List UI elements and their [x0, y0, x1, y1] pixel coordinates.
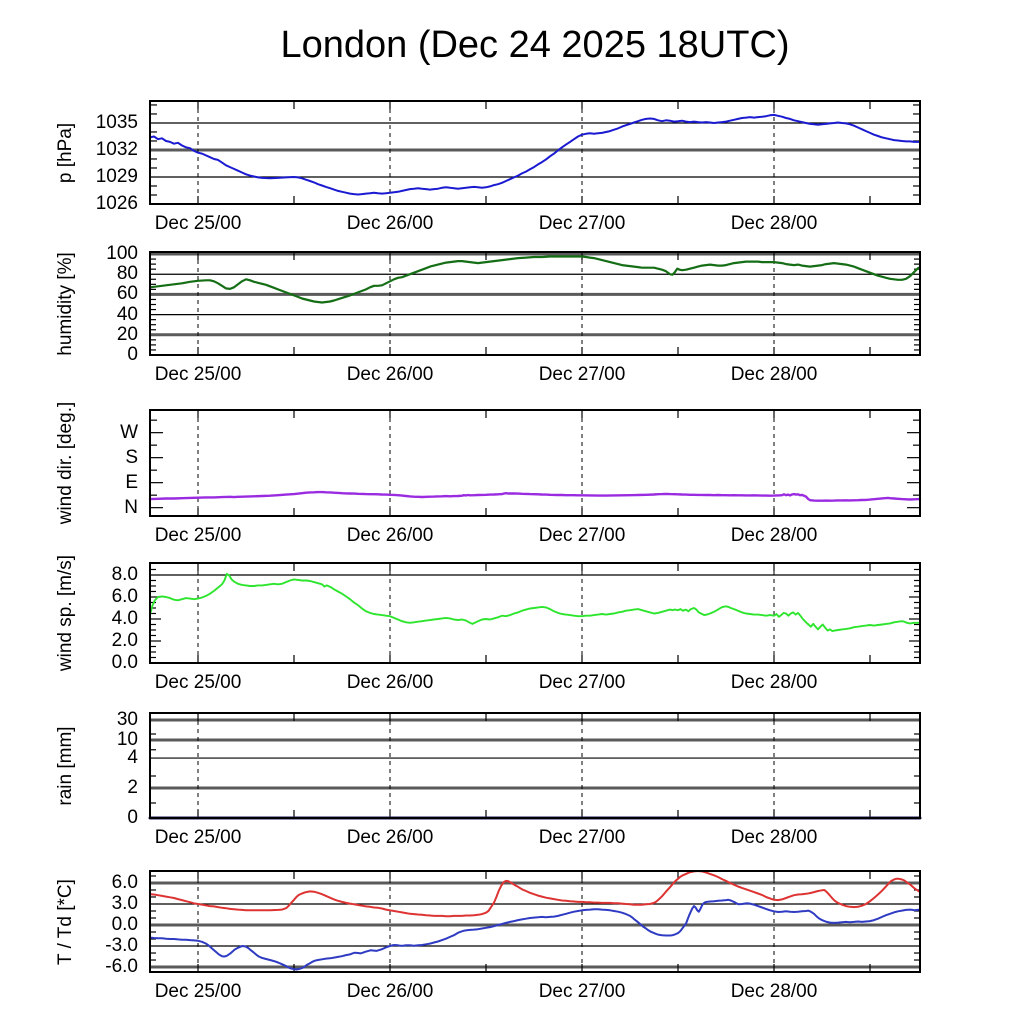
- x-tick-label: Dec 25/00: [154, 525, 242, 546]
- y-tick-label-humidity: 40: [116, 303, 138, 325]
- panel-border-wind_speed: [150, 563, 920, 663]
- y-tick-label-wind_direction: W: [120, 421, 138, 443]
- y-tick-label-humidity: 80: [116, 263, 138, 285]
- panel-border-wind_direction: [150, 410, 920, 516]
- x-tick-label: Dec 26/00: [346, 827, 434, 848]
- y-tick-label-temperature_dewpoint: -3.0: [105, 935, 138, 956]
- y-axis-title-wind_speed: wind sp. [m/s]: [55, 554, 76, 672]
- y-tick-label-wind_speed: 0.0: [111, 652, 138, 673]
- series-wind-speed: [150, 574, 920, 631]
- y-tick-label-pressure: 1029: [95, 165, 138, 187]
- y-tick-label-wind_speed: 4.0: [111, 607, 138, 629]
- y-tick-label-wind_speed: 6.0: [111, 585, 138, 607]
- x-tick-label: Dec 25/00: [154, 981, 242, 1002]
- x-tick-label: Dec 28/00: [730, 981, 818, 1002]
- panel-border-rain: [150, 713, 920, 818]
- y-tick-label-rain: 30: [116, 709, 138, 731]
- y-tick-label-temperature_dewpoint: 0.0: [111, 914, 138, 935]
- y-tick-label-humidity: 100: [106, 243, 138, 265]
- y-tick-label-temperature_dewpoint: -6.0: [105, 956, 138, 978]
- y-tick-label-rain: 0: [127, 807, 138, 828]
- y-tick-label-wind_speed: 2.0: [111, 629, 138, 651]
- panel-border-temperature_dewpoint: [150, 871, 920, 972]
- y-tick-label-temperature_dewpoint: 6.0: [111, 871, 138, 893]
- y-tick-label-wind_speed: 8.0: [111, 563, 138, 585]
- x-tick-label: Dec 28/00: [730, 672, 818, 693]
- y-tick-label-wind_direction: S: [125, 446, 138, 468]
- y-tick-label-wind_direction: N: [124, 496, 138, 518]
- x-tick-label: Dec 25/00: [154, 213, 242, 234]
- x-tick-label: Dec 26/00: [346, 672, 434, 693]
- series-temperature: [150, 871, 920, 916]
- x-tick-label: Dec 25/00: [154, 672, 242, 693]
- x-tick-label: Dec 26/00: [346, 213, 434, 234]
- x-tick-label: Dec 28/00: [730, 213, 818, 234]
- y-axis-title-wind_direction: wind dir. [deg.]: [55, 401, 76, 525]
- y-axis-title-humidity: humidity [%]: [55, 251, 76, 356]
- y-tick-label-rain: 2: [127, 776, 138, 798]
- x-tick-label: Dec 27/00: [538, 981, 626, 1002]
- y-tick-label-pressure: 1026: [95, 193, 138, 214]
- x-tick-label: Dec 27/00: [538, 827, 626, 848]
- x-tick-label: Dec 28/00: [730, 525, 818, 546]
- x-tick-label: Dec 28/00: [730, 364, 818, 385]
- y-tick-label-temperature_dewpoint: 3.0: [111, 892, 138, 914]
- panel-border-humidity: [150, 252, 920, 355]
- series-wind-direction: [150, 492, 920, 501]
- y-tick-label-pressure: 1035: [95, 111, 138, 133]
- y-axis-title-temperature_dewpoint: T / Td [*C]: [55, 878, 76, 965]
- y-tick-label-humidity: 20: [116, 323, 138, 345]
- x-tick-label: Dec 25/00: [154, 827, 242, 848]
- x-tick-label: Dec 26/00: [346, 525, 434, 546]
- x-tick-label: Dec 27/00: [538, 213, 626, 234]
- x-tick-label: Dec 26/00: [346, 364, 434, 385]
- x-tick-label: Dec 28/00: [730, 827, 818, 848]
- y-tick-label-wind_direction: E: [125, 471, 138, 493]
- x-tick-label: Dec 26/00: [346, 981, 434, 1002]
- x-tick-label: Dec 25/00: [154, 364, 242, 385]
- y-tick-label-rain: 4: [127, 747, 138, 769]
- panel-border-pressure: [150, 101, 920, 204]
- x-tick-label: Dec 27/00: [538, 672, 626, 693]
- y-tick-label-rain: 10: [116, 728, 138, 750]
- x-tick-label: Dec 27/00: [538, 525, 626, 546]
- page-title: London (Dec 24 2025 18UTC): [280, 24, 790, 66]
- y-axis-title-rain: rain [mm]: [55, 725, 76, 806]
- y-tick-label-humidity: 0: [127, 344, 138, 365]
- x-tick-label: Dec 27/00: [538, 364, 626, 385]
- series-pressure: [150, 115, 920, 195]
- y-tick-label-pressure: 1032: [95, 138, 138, 160]
- y-tick-label-humidity: 60: [116, 283, 138, 305]
- y-axis-title-pressure: p [hPa]: [55, 122, 76, 183]
